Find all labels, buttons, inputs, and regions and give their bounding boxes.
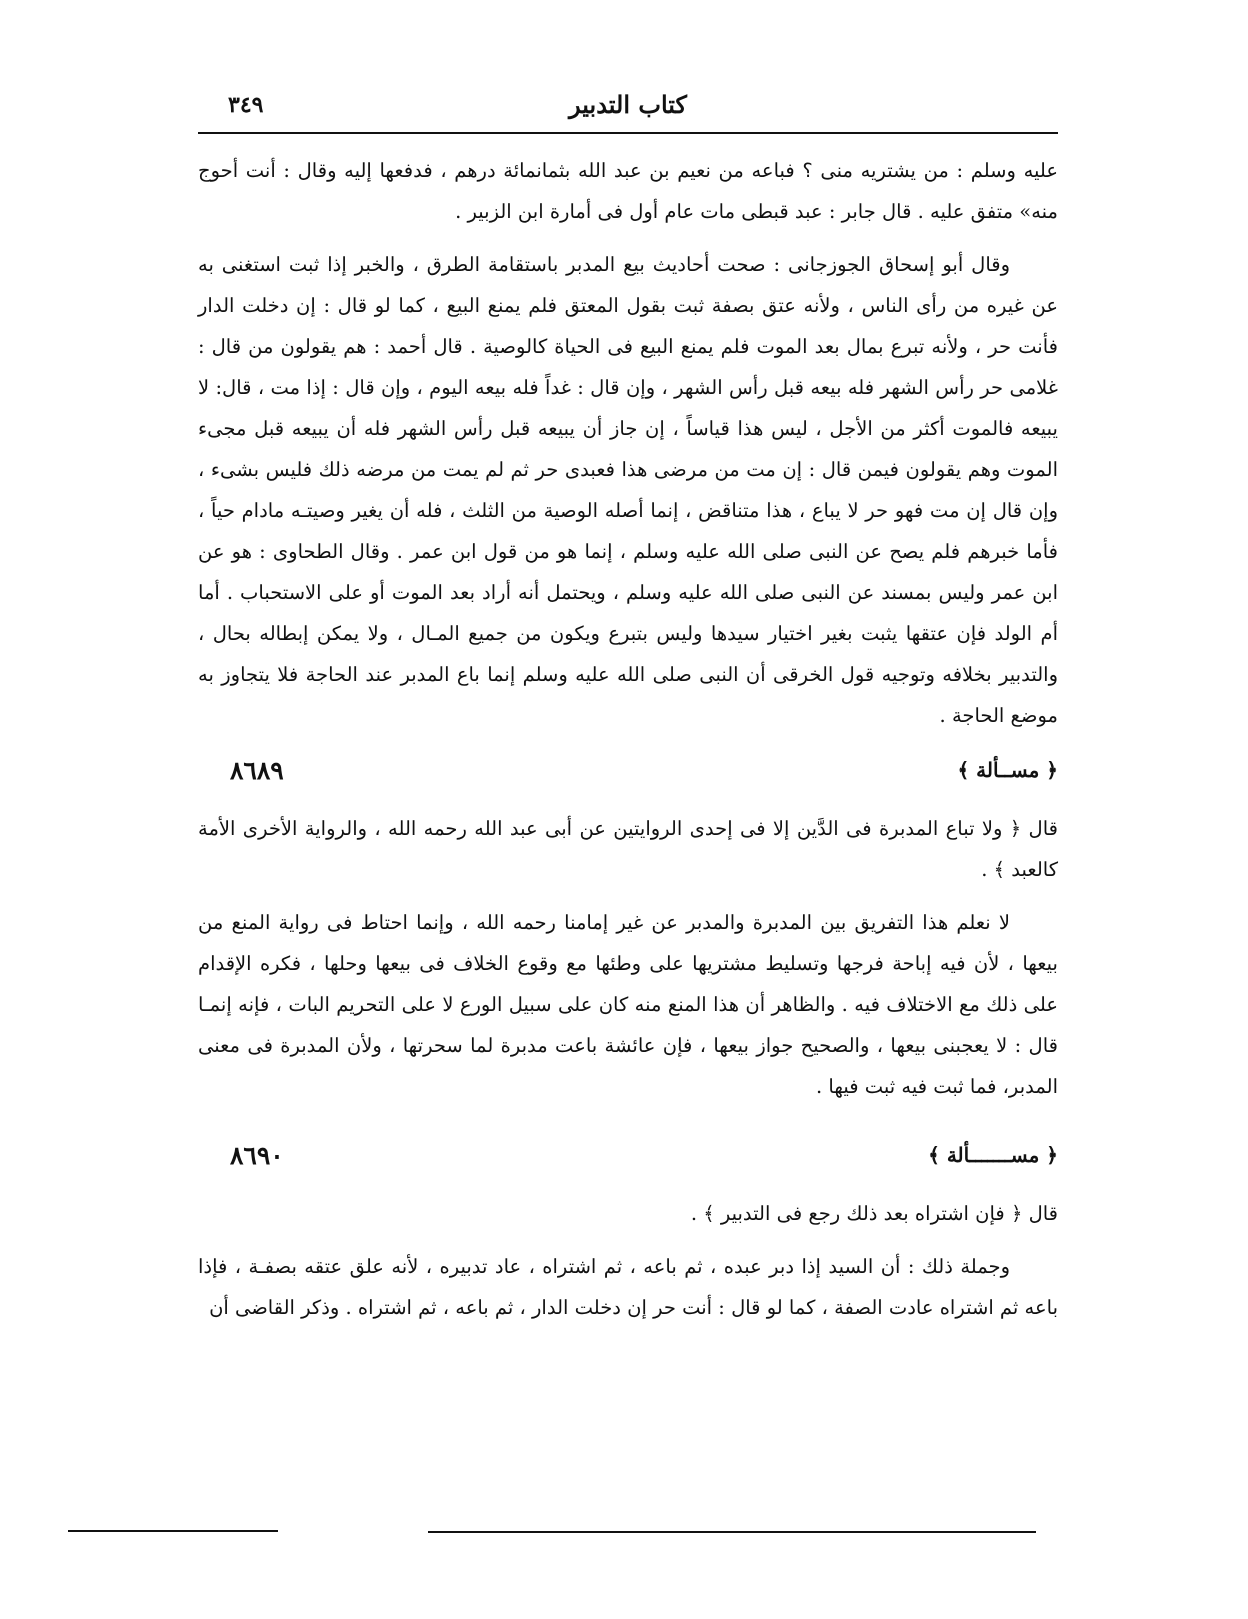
paragraph-matn-8689: قال ﴿ ولا تباع المدبرة فى الدَّين إلا فى إحدى الروايتين عن أبى عبد الله رحمه الله ، والرواية الأخرى الأمة كالعبد ﴾ . xyxy=(198,817,1058,881)
header-rule xyxy=(198,132,1058,134)
paragraph-hadith-end: عليه وسلم : من يشتريه منى ؟ فباعه من نعيم بن عبد الله بثمانمائة درهم ، فدفعها إليه وقال : أنت أحوج منه» متفق عليه . قال جابر : عبد قبطى مات عام أول فى أمارة ابن الزبير . xyxy=(198,159,1058,223)
paragraph-sharh-8689: لا نعلم هذا التفريق بين المدبرة والمدبر عن غير إمامنا رحمه الله ، وإنما احتاط فى رواية المنع من بيعها ، لأن فيه إباحة فرجها وتسليط مشتريها على وطئها مع وقوع الخلاف فى بيعها وحلها ، فكره الإقدام على ذلك مع الاختلاف فيه . والظاهر أن هذا المنع منه كان على سبيل الورع لا على التحريم البات ، فإنه إنمـا قال : لا يعجبنى بيعها ، والصحيح جواز بيعها ، فإن عائشة باعت مدبرة لما سحرتها ، ولأن المدبرة فى معنى المدبر، فما ثبت فيه ثبت فيها . xyxy=(198,911,1058,1098)
section-number: ٨٦٨٩ xyxy=(230,756,284,785)
footnote-rule-right xyxy=(428,1531,1036,1533)
footnote-rule-left xyxy=(68,1530,278,1532)
section-heading-8689 xyxy=(198,740,1058,802)
page-header xyxy=(198,90,1058,130)
page-number: ٣٤٩ xyxy=(228,92,264,118)
running-title: كتاب التدبير xyxy=(569,90,687,119)
section-title: ﴿ مســـــــألة ﴾ xyxy=(928,1143,1058,1167)
paragraph-matn-8690: قال ﴿ فإن اشتراه بعد ذلك رجع فى التدبير ﴾ . xyxy=(690,1202,1058,1225)
main-text xyxy=(198,150,1058,1328)
section-title: ﴿ مســألة ﴾ xyxy=(957,758,1058,782)
section-number: ٨٦٩٠ xyxy=(230,1141,284,1170)
section-heading-8690 xyxy=(198,1125,1058,1187)
paragraph-jawzajani: وقال أبو إسحاق الجوزجانى : صحت أحاديث بيع المدبر باستقامة الطرق ، والخبر إذا ثبت استغنى به عن غيره من رأى الناس ، ولأنه عتق بصفة ثبت بقول المعتق فلم يمنع البيع ، كما لو قال : إن دخلت الدار فأنت حر ، ولأنه تبرع بمال بعد الموت فلم يمنع البيع فى الحياة كالوصية . قال أحمد : هم يقولون من قال : غلامى حر رأس الشهر فله بيعه قبل رأس الشهر ، وإن قال : غداً فله بيعه اليوم ، وإن قال : إذا مت ، قال: لا يبيعه فالموت أكثر من الأجل ، ليس هذا قياساً ، إن جاز أن يبيعه قبل رأس الشهر فله أن يبيعه قبل مجىء الموت وهم يقولون فيمن قال : إن مت من مرضى هذا فعبدى حر ثم لم يمت من مرضه ذلك فليس بشىء ، وإن قال إن مت فهو حر لا يباع ، هذا متناقض ، إنما أصله الوصية من الثلث ، فله أن يغير وصيتـه مادام حياً ، فأما خبرهم فلم يصح عن النبى صلى الله عليه وسلم ، إنما هو من قول ابن عمر . وقال الطحاوى : هو عن ابن عمر وليس بمسند عن النبى صلى الله عليه وسلم ، ويحتمل أنه أراد بعد الموت أو على الاستحباب . أما أم الولد فإن عتقها يثبت بغير اختيار سيدها وليس بتبرع ويكون من جميع المـال ، ولا يمكن إبطاله بحال ، والتدبير بخلافه وتوجيه قول الخرقى أن النبى صلى الله عليه وسلم إنما باع المدبر عند الحاجة فلا يتجاوز به موضع الحاجة . xyxy=(198,253,1058,727)
paragraph-sharh-8690: وجملة ذلك : أن السيد إذا دبر عبده ، ثم باعه ، ثم اشتراه ، عاد تدبيره ، لأنه علق عتقه بصفـة ، فإذا باعه ثم اشتراه عادت الصفة ، كما لو قال : أنت حر إن دخلت الدار ، ثم باعه ، ثم اشتراه . وذكر القاضى أن xyxy=(198,1255,1058,1319)
